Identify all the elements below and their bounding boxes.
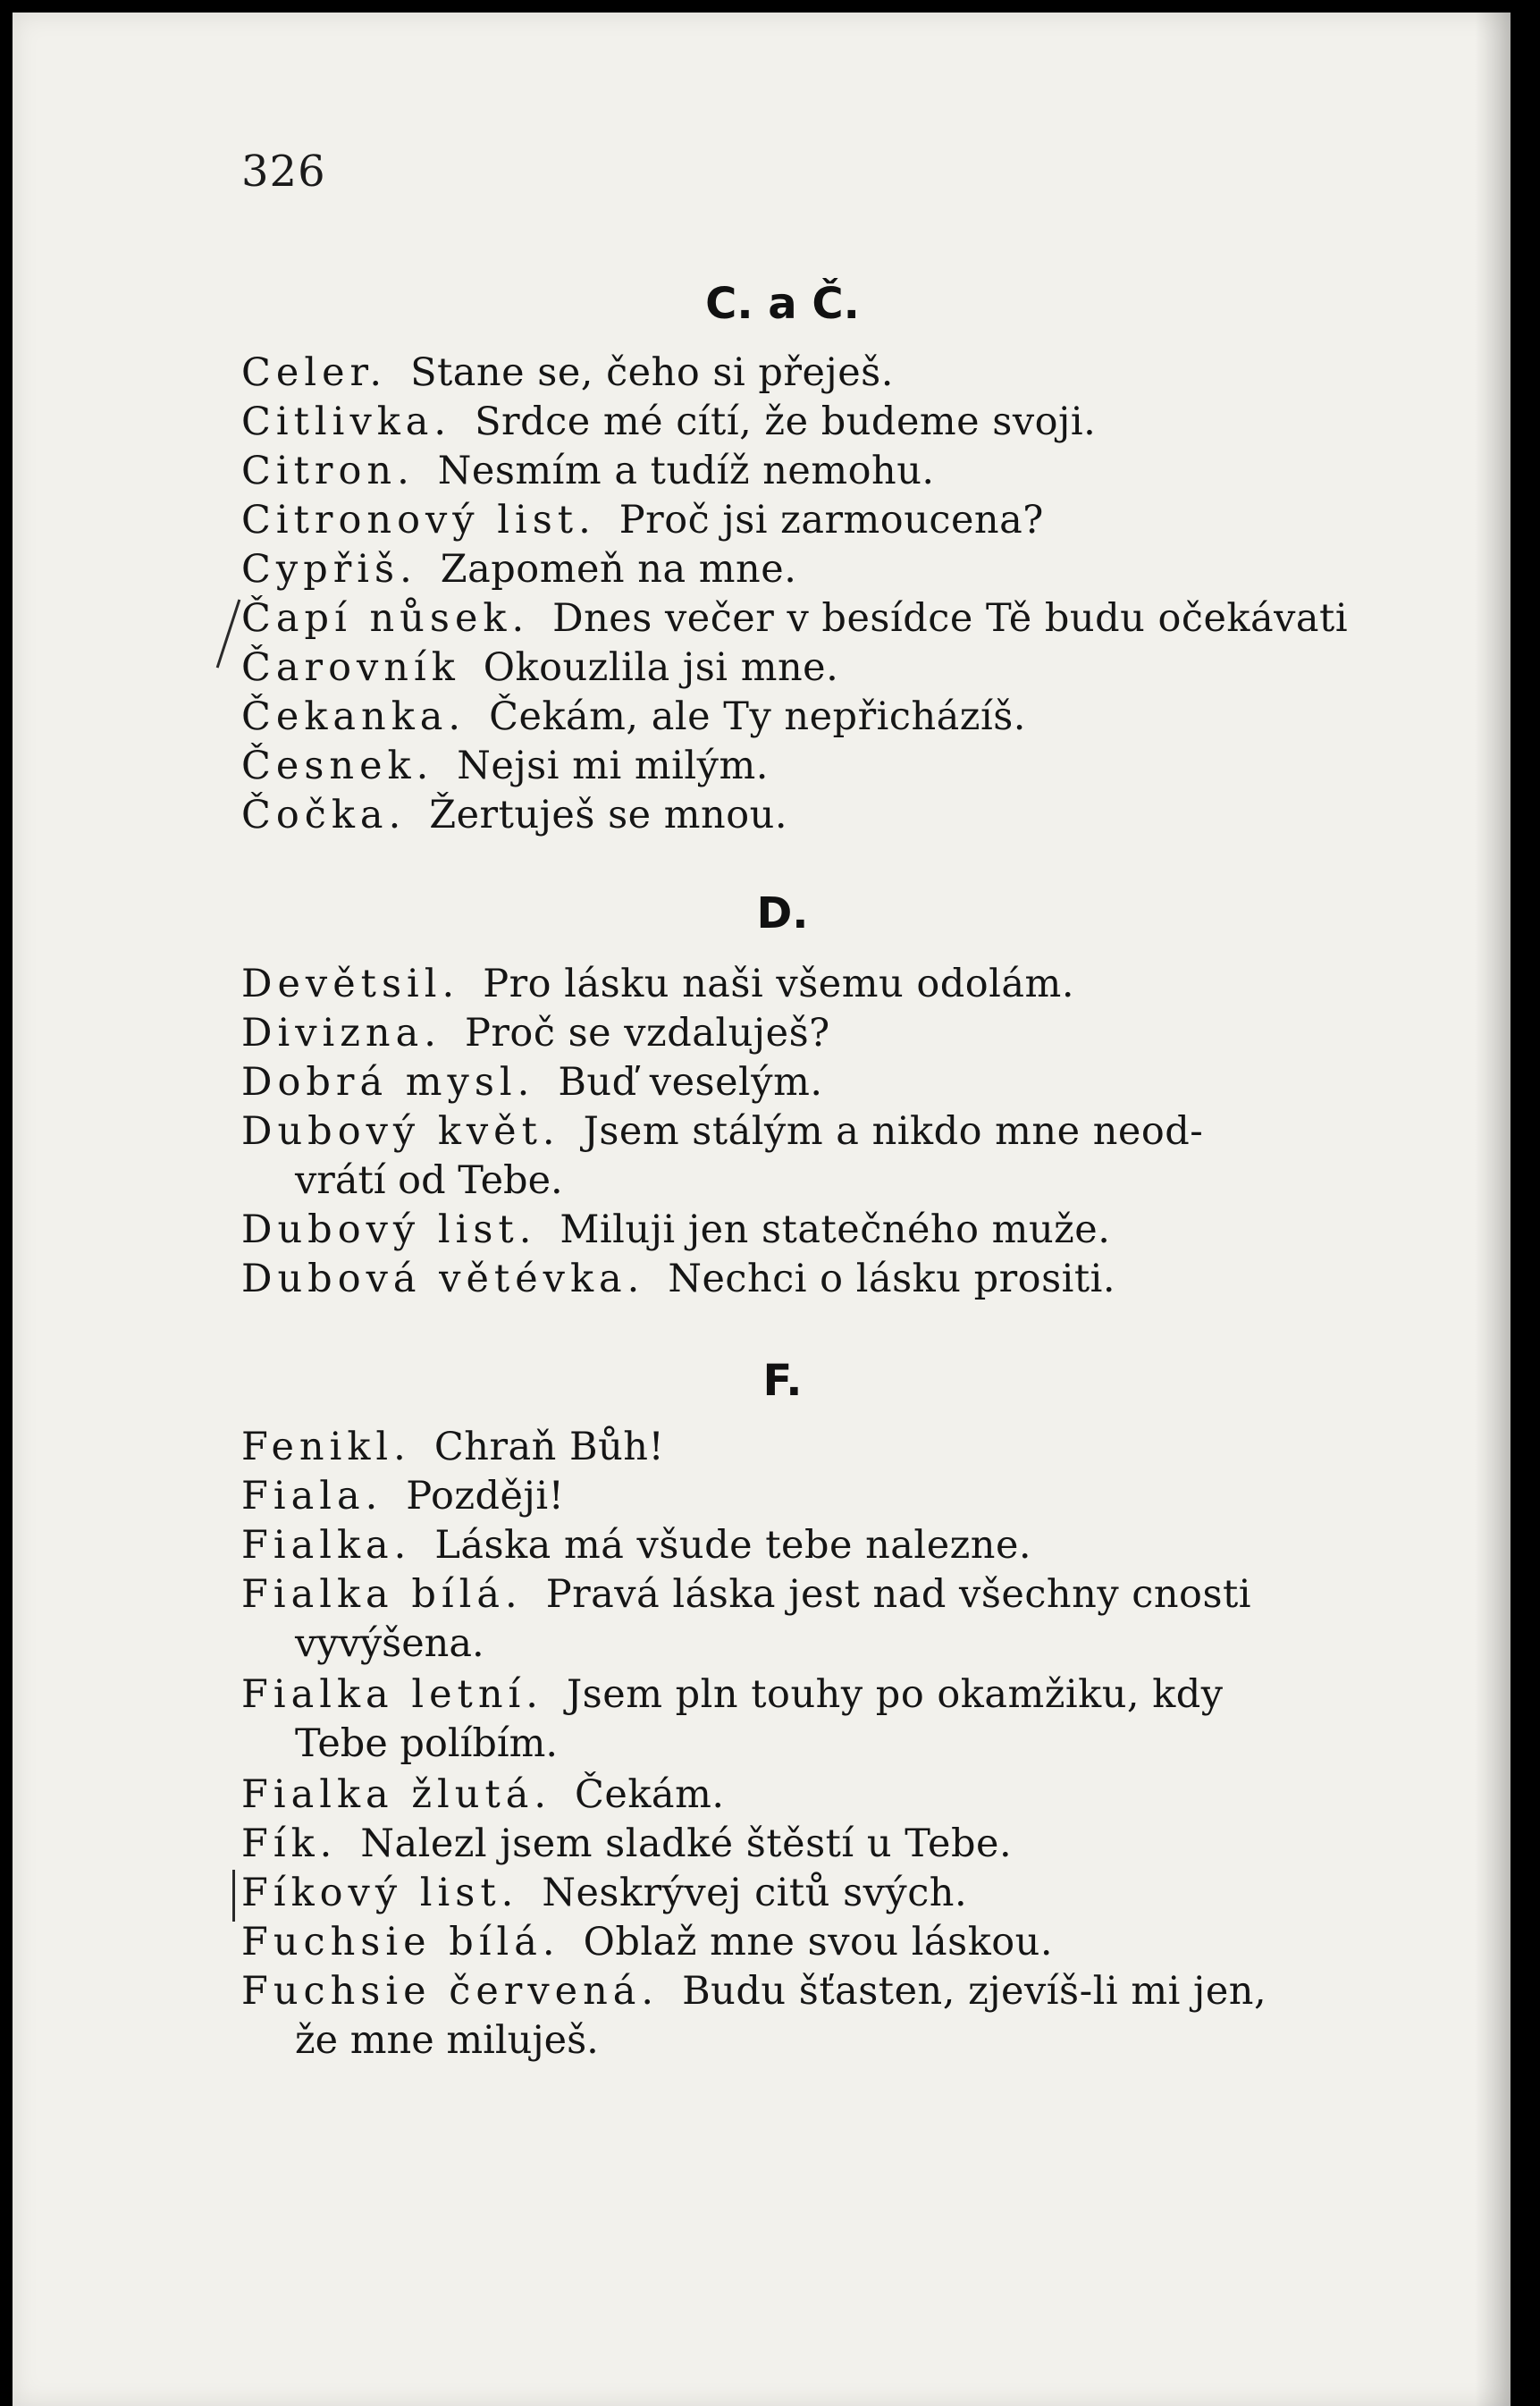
entry-term: Fuchsie bílá. [241, 1920, 560, 1964]
entry-meaning: Později! [406, 1474, 565, 1518]
entry-meaning: Nesmím a tudíž nemohu. [437, 449, 935, 493]
entry-meaning: Stane se, čeho si přeješ. [410, 350, 894, 395]
entry-fialka [241, 1523, 1341, 1568]
entry-term: Česnek. [241, 744, 434, 788]
entry-fiala [241, 1474, 1341, 1518]
page-edge-shadow [1475, 13, 1511, 2406]
entry-meaning: Proč jsi zarmoucena? [619, 498, 1044, 543]
entry-continuation: že mne miluješ. [295, 2018, 599, 2063]
entry-meaning: Žertuješ se mnou. [429, 793, 788, 837]
entry-term: Fialka letní. [241, 1672, 543, 1717]
entry-term: Citron. [241, 449, 415, 493]
entry-meaning: Jsem stálým a nikdo mne neod- [583, 1109, 1204, 1154]
entry-meaning: Dnes večer v besídce Tě budu očekávati [552, 596, 1349, 641]
entry-term: Cypřiš. [241, 547, 417, 592]
entry-celer [241, 350, 1341, 395]
entry-dubovy-kvet [241, 1109, 1341, 1154]
entry-term: Dubový květ. [241, 1109, 560, 1154]
stray-pencil-mark [216, 599, 241, 668]
entry-term: Čapí nůsek. [241, 596, 530, 641]
entry-term: Citronový list. [241, 498, 596, 543]
entry-fialka-bila [241, 1572, 1341, 1617]
entry-meaning: Chraň Bůh! [433, 1425, 665, 1469]
entry-cypris [241, 547, 1341, 592]
entry-dobra-mysl [241, 1060, 1341, 1105]
entry-term: Fuchsie červená. [241, 1969, 660, 2014]
entry-fenikl [241, 1425, 1341, 1469]
entry-term: Dobrá mysl. [241, 1060, 535, 1105]
entry-meaning: Nalezl jsem sladké štěstí u Tebe. [360, 1821, 1013, 1866]
entry-meaning: Srdce mé cítí, že budeme svoji. [475, 400, 1097, 444]
entry-fik [241, 1821, 1341, 1866]
entry-term: Celer. [241, 350, 388, 395]
entry-term: Devětsil. [241, 962, 460, 1006]
entry-fuchsie-bila [241, 1920, 1341, 1964]
section-heading-f: F. [762, 1356, 803, 1406]
entry-meaning: Miluji jen statečného muže. [560, 1207, 1111, 1252]
entry-meaning: Jsem pln touhy po okamžiku, kdy [566, 1672, 1224, 1717]
entry-term: Fiala. [241, 1474, 383, 1518]
section-heading-d: D. [756, 888, 809, 938]
entry-meaning: Láska má všude tebe nalezne. [434, 1523, 1032, 1568]
book-page [13, 13, 1511, 2406]
entry-meaning: Okouzlila jsi mne. [483, 645, 839, 690]
entry-dubovy-list [241, 1207, 1341, 1252]
page-number: 326 [241, 147, 326, 197]
entry-meaning: Oblaž mne svou láskou. [583, 1920, 1054, 1964]
entry-capi-nusek [241, 596, 1349, 641]
entry-continuation: Tebe políbím. [295, 1721, 559, 1766]
entry-meaning: Buď veselým. [558, 1060, 823, 1105]
entry-meaning: Neskrývej citů svých. [542, 1871, 968, 1915]
entry-meaning: Proč se vzdaluješ? [464, 1011, 830, 1056]
entry-citlivka [241, 400, 1341, 444]
entry-fuchsie-cervena [241, 1969, 1341, 2014]
entry-meaning: Nechci o lásku prositi. [668, 1257, 1116, 1301]
entry-term: Dubový list. [241, 1207, 537, 1252]
entry-citronovy-list [241, 498, 1341, 543]
entry-cesnek [241, 744, 1341, 788]
entry-term: Čekanka. [241, 694, 467, 739]
entry-term: Citlivka. [241, 400, 452, 444]
entry-divizna [241, 1011, 1341, 1056]
entry-term: Divizna. [241, 1011, 442, 1056]
entry-meaning: Pravá láska jest nad všechny cnosti [545, 1572, 1252, 1617]
stray-margin-line [232, 1870, 235, 1922]
entry-fialka-letni [241, 1672, 1341, 1717]
entry-meaning: Pro lásku naši všemu odolám. [483, 962, 1075, 1006]
entry-citron [241, 449, 1341, 493]
entry-fialka-zluta [241, 1772, 1341, 1817]
entry-continuation: vrátí od Tebe. [295, 1158, 563, 1203]
entry-term: Fialka. [241, 1523, 412, 1568]
entry-meaning: Čekám, ale Ty nepřicházíš. [489, 694, 1026, 739]
entry-term: Čočka. [241, 793, 407, 837]
entry-term: Čarovník [241, 645, 460, 690]
entry-term: Fíkový list. [241, 1871, 519, 1915]
entry-meaning: Budu šťasten, zjevíš-li mi jen, [682, 1969, 1267, 2014]
entry-cocka [241, 793, 1341, 837]
entry-carovnik [241, 645, 1341, 690]
entry-term: Fialka žlutá. [241, 1772, 552, 1817]
section-heading-c: C. a Č. [705, 279, 860, 329]
entry-fikovy-list [241, 1871, 1341, 1915]
entry-term: Fík. [241, 1821, 338, 1866]
entry-term: Dubová větévka. [241, 1257, 645, 1301]
entry-dubova-vetevka [241, 1257, 1341, 1301]
entry-cekanka [241, 694, 1341, 739]
entry-devetsil [241, 962, 1341, 1006]
entry-meaning: Zapomeň na mne. [440, 547, 797, 592]
entry-continuation: vyvýšena. [295, 1621, 484, 1666]
entry-term: Fialka bílá. [241, 1572, 523, 1617]
entry-meaning: Nejsi mi milým. [457, 744, 769, 788]
entry-term: Fenikl. [241, 1425, 411, 1469]
entry-meaning: Čekám. [575, 1772, 725, 1817]
